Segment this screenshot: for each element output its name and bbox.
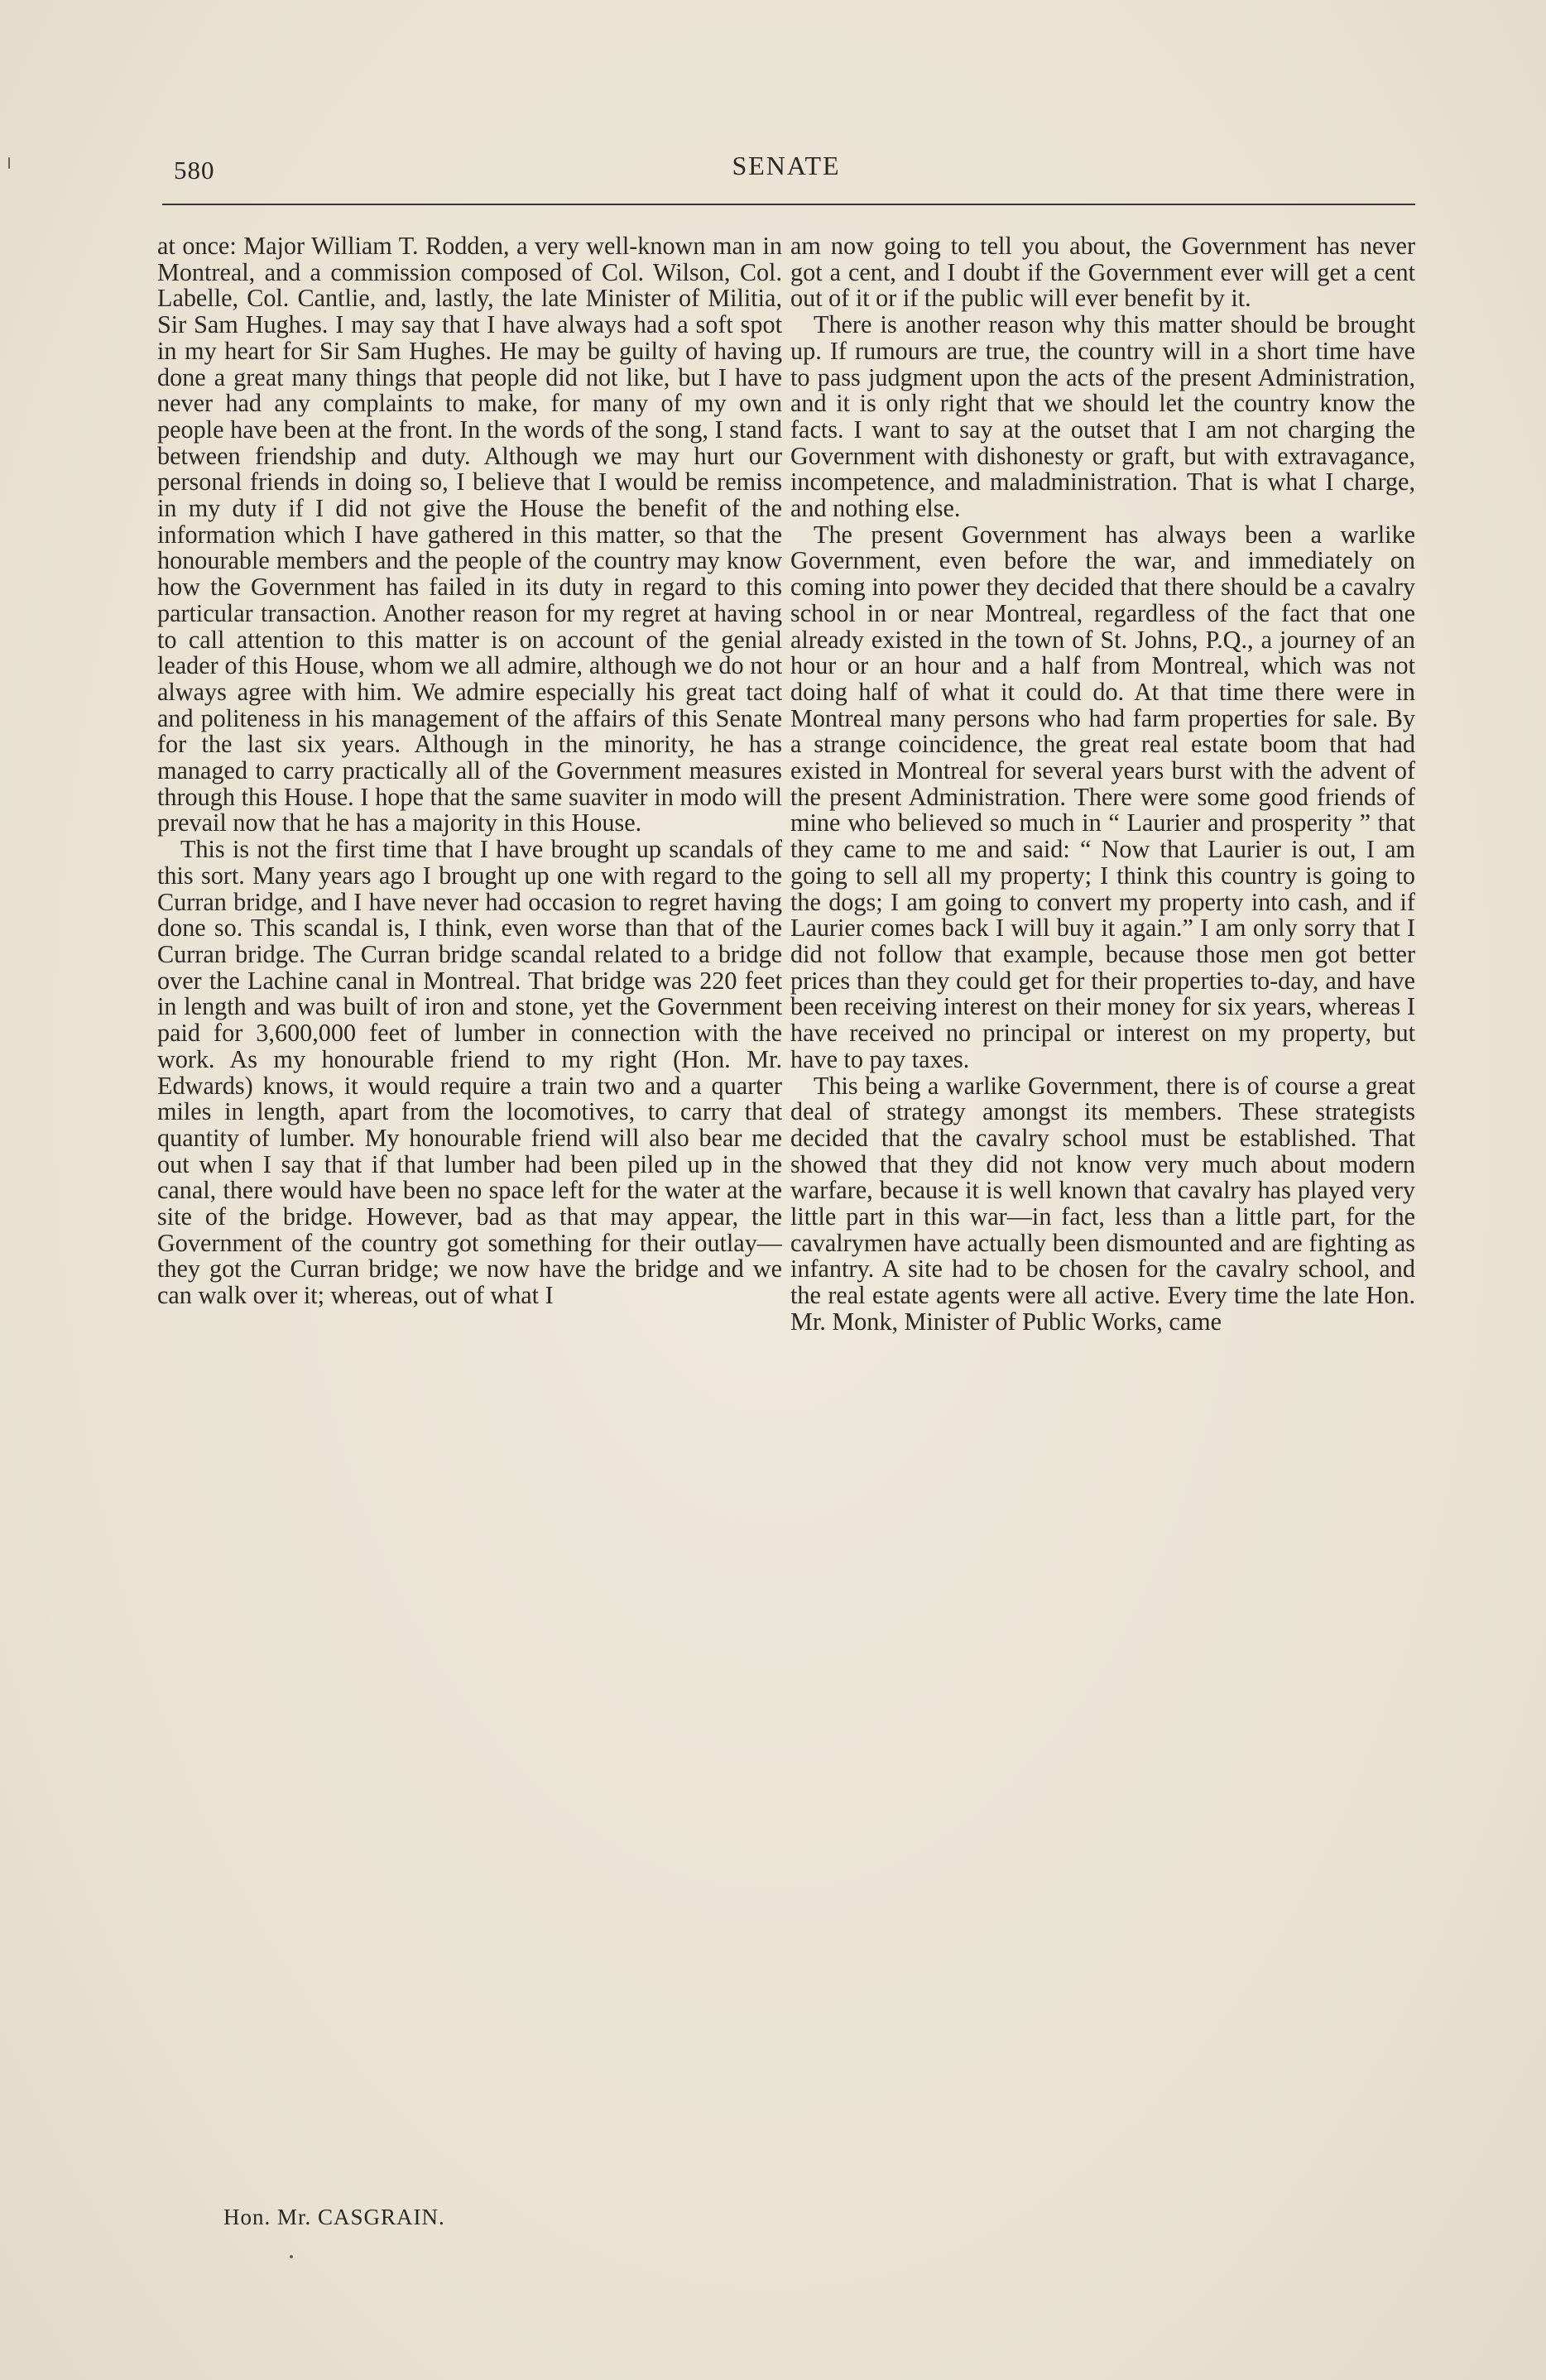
scan-speck <box>290 2255 293 2258</box>
speaker-footer: Hon. Mr. CASGRAIN. <box>223 2205 445 2229</box>
page-number: 580 <box>174 156 215 185</box>
header-rule <box>162 204 1415 205</box>
paragraph: at once: Major William T. Rodden, a very well-known man in Montreal, and a commission composed of Col. Wilson, Col. Labelle, Col. Cantlie, and, lastly, the late Minister of Militia, Sir Sam Hughes. I may say that I have always had a soft spot in my heart for Sir Sam Hughes. He may be guilty of having done a great many things that people did not like, but I have never had any complaints to make, for many of my own people have been at the front. In the words of the song, I stand between friendship and duty. Although we may hurt our personal friends in doing so, I believe that I would be remiss in my duty if I did not give the House the benefit of the information which I have gathered in this matter, so that the honourable members and the people of the country may know how the Government has failed in its duty in regard to this particular transaction. Another reason for my regret at having to call attention to this matter is on account of the genial leader of this House, whom we all admire, although we do not always agree with him. We admire especially his great tact and politeness in his management of the affairs of this Senate for the last six years. Although in the minority, he has managed to carry practically all of the Government measures through this House. I hope that the same suaviter in modo will prevail now that he has a majority in this House. <box>157 232 782 837</box>
scan-speck <box>8 157 10 169</box>
paragraph: This being a warlike Government, there is of course a great deal of strategy amongst its members. These strategists decided that the cavalry school must be established. That showed that they did not know very much about modern warfare, because it is well known that cavalry has played very little part in this war—in fact, less than a little part, for the cavalrymen have actually been dismounted and are fighting as infantry. A site had to be chosen for the cavalry school, and the real estate agents were all active. Every time the late Hon. Mr. Monk, Minister of Public Works, came <box>790 1071 1415 1336</box>
paragraph: The present Government has always been a warlike Government, even before the war, and immediately on coming into power they decided that there should be a cavalry school in or near Montreal, regardless of the fact that one already existed in the town of St. Johns, P.Q., a journey of an hour or an hour and a half from Montreal, which was not doing half of what it could do. At that time there were in Montreal many persons who had farm properties for sale. By a strange coincidence, the great real estate boom that had existed in Montreal for several years burst with the advent of the present Administration. There were some good friends of mine who believed so much in “ Laurier and prosperity ” that they came to me and said: “ Now that Laurier is out, I am going to sell all my property; I think this country is going to the dogs; I am going to convert my property into cash, and if Laurier comes back I will buy it again.” I am only sorry that I did not follow that example, because those men got better prices than they could get for their properties to-day, and have been receiving interest on their money for six years, whereas I have received no principal or interest on my property, but have to pay taxes. <box>790 520 1415 1073</box>
left-column <box>157 233 782 1309</box>
page-header <box>157 147 1415 189</box>
paragraph: This is not the first time that I have brought up scandals of this sort. Many years ago I brought up one with regard to the Curran bridge, and I have never had occasion to regret having done so. This scandal is, I think, even worse than that of the Curran bridge. The Curran bridge scandal related to a bridge over the Lachine canal in Montreal. That bridge was 220 feet in length and was built of iron and stone, yet the Government paid for 3,600,000 feet of lumber in connection with the work. As my honourable friend to my right (Hon. Mr. Edwards) knows, it would require a train two and a quarter miles in length, apart from the locomotives, to carry that quantity of lumber. My honourable friend will also bear me out when I say that if that lumber had been piled up in the canal, there would have been no space left for the water at the site of the bridge. However, bad as that may appear, the Government of the country got something for their outlay—they got the Curran bridge; we now have the bridge and we can walk over it; whereas, out of what I <box>157 835 782 1310</box>
right-column <box>790 233 1415 1336</box>
paragraph: am now going to tell you about, the Government has never got a cent, and I doubt if the Government ever will get a cent out of it or if the public will ever benefit by it. <box>790 232 1415 313</box>
running-title: SENATE <box>732 151 841 180</box>
paragraph: There is another reason why this matter should be brought up. If rumours are true, the country will in a short time have to pass judgment upon the acts of the present Administration, and it is only right that we should let the country know the facts. I want to say at the outset that I am not charging the Government with dishonesty or graft, but with extravagance, incompetence, and maladministration. That is what I charge, and nothing else. <box>790 310 1415 523</box>
